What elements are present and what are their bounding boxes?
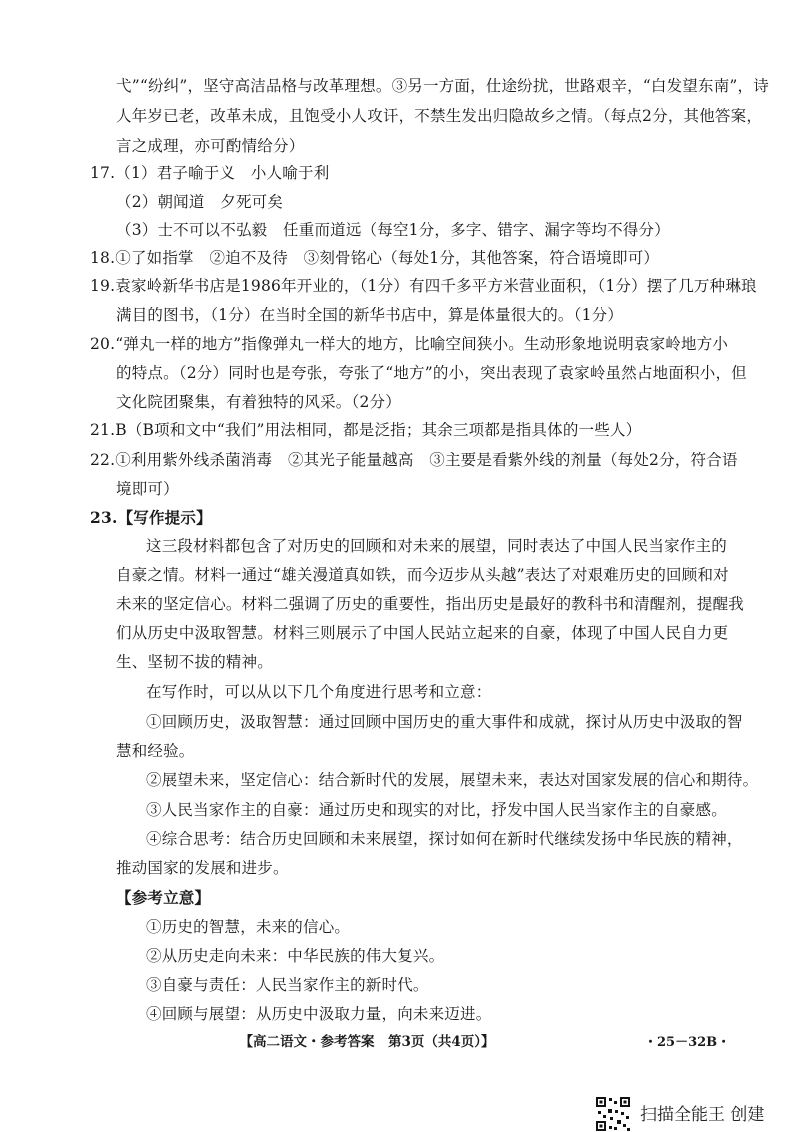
scanner-watermark: 扫描全能王 创建: [640, 1105, 765, 1125]
page-footer: 【高二语文・参考答案 第3页（共4页）】: [239, 1034, 495, 1050]
text-line: ②展望未来，坚定信心：结合新时代的发展，展望未来，表达对国家发展的信心和期待。: [146, 771, 759, 789]
text-line: 言之成理，亦可酌情给分）: [116, 137, 305, 155]
text-line: （3）士不可以不弘毅 任重而道远（每空1分，多字、错字、漏字等均不得分）: [116, 221, 670, 239]
text-line: 境即可）: [116, 480, 179, 498]
text-line: ③人民当家作主的自豪：通过历史和现实的对比，抒发中国人民当家作主的自豪感。: [146, 801, 727, 819]
text-line: 推动国家的发展和进步。: [116, 859, 289, 877]
text-line: ②从历史走向未来：中华民族的伟大复兴。: [146, 947, 445, 965]
exam-code: ・25－32B・: [644, 1035, 731, 1050]
question-23-heading: 23.【写作提示】: [90, 508, 212, 527]
text-line: 满目的图书，（1分）在当时全国的新华书店中，算是体量很大的。（1分）: [116, 306, 624, 324]
text-line: ①回顾历史，汲取智慧：通过回顾中国历史的重大事件和成就，探讨从历史中汲取的智: [146, 713, 743, 731]
question-20: 20.“弹丸一样的地方”指像弹丸一样大的地方，比喻空间狭小。生动形象地说明袁家岭地方小: [90, 335, 729, 353]
question-19: 19.袁家岭新华书店是1986年开业的，（1分）有四千多平方米营业面积，（1分）摆了几万种琳琅: [90, 277, 757, 295]
text-line: 在写作时，可以从以下几个角度进行思考和立意：: [146, 683, 492, 701]
question-17: 17.（1）君子喻于义 小人喻于利: [90, 164, 330, 182]
text-line: ④综合思考：结合历史回顾和未来展望，探讨如何在新时代继续发扬中华民族的精神，: [146, 830, 743, 848]
text-line: 这三段材料都包含了对历史的回顾和对未来的展望，同时表达了中国人民当家作主的: [146, 537, 727, 555]
text-line: 们从历史中汲取智慧。材料三则展示了中国人民站立起来的自豪，体现了中国人民自力更: [116, 624, 729, 642]
text-line: 人年岁已老，改革未成，且饱受小人攻讦，不禁生发出归隐故乡之情。（每点2分，其他答案，: [116, 107, 763, 125]
question-22: 22.①利用紫外线杀菌消毒 ②其光子能量越高 ③主要是看紫外线的剂量（每处2分，符合语: [90, 451, 738, 469]
text-line: 生、坚韧不拔的精神。: [116, 653, 274, 671]
text-line: ③自豪与责任：人民当家作主的新时代。: [146, 976, 429, 994]
text-line: 的特点。（2分）同时也是夸张，夸张了“地方”的小，突出表现了袁家岭虽然占地面积小，但: [116, 364, 747, 382]
qr-code-icon: [595, 1096, 631, 1132]
text-line: 自豪之情。材料一通过“雄关漫道真如铁，而今迈步从头越”表达了对艰难历史的回顾和对: [116, 566, 729, 584]
question-21: 21.B（B项和文中“我们”用法相同，都是泛指；其余三项都是指具体的一些人）: [90, 421, 642, 439]
reference-heading: 【参考立意】: [116, 888, 211, 907]
text-line: 慧和经验。: [116, 742, 195, 760]
text-line: （2）朝闻道 夕死可矣: [116, 193, 284, 211]
text-line: ④回顾与展望：从历史中汲取力量，向未来迈进。: [146, 1005, 492, 1023]
text-line: ①历史的智慧，未来的信心。: [146, 918, 351, 936]
text-line: 未来的坚定信心。材料二强调了历史的重要性，指出历史是最好的教科书和清醒剂，提醒我: [116, 595, 745, 613]
text-line: 弋”“纷纠”，坚守高洁品格与改革理想。③另一方面，仕途纷扰，世路艰辛，“白发望东南”，诗: [116, 77, 769, 95]
question-18: 18.①了如指掌 ②迫不及待 ③刻骨铭心（每处1分，其他答案，符合语境即可）: [90, 249, 660, 267]
text-line: 文化院团聚集，有着独特的风采。（2分）: [116, 393, 401, 411]
